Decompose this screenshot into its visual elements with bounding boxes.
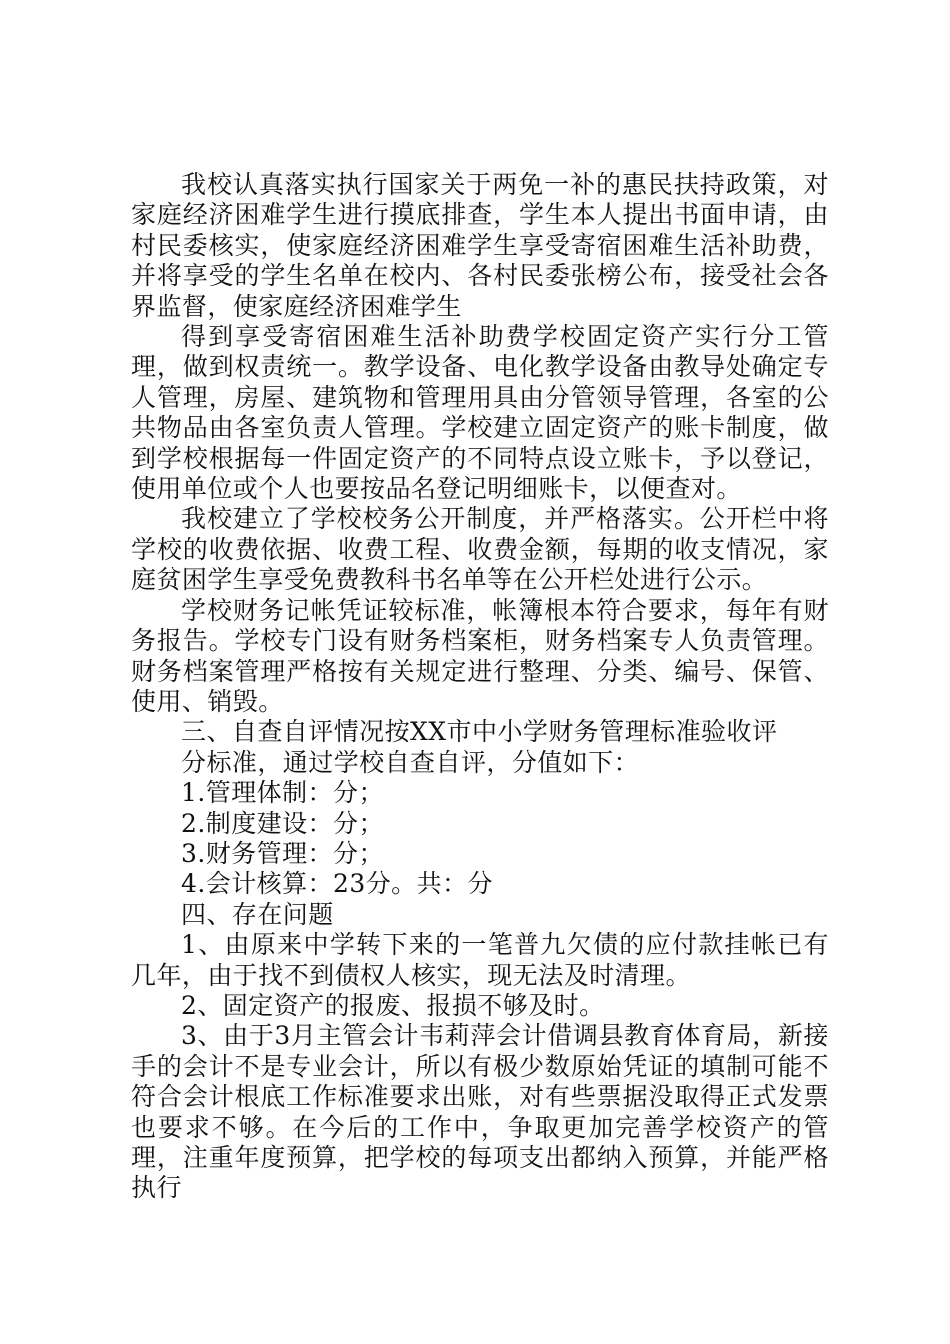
section-heading-problems: 四、存在问题 bbox=[181, 899, 334, 929]
paragraph-subsidy-policy: 我校认真落实执行国家关于两免一补的惠民扶持政策，对家庭经济困难学生进行摸底排查，学生本人提出书面申请，由村民委核实，使家庭经济困难学生享受寄宿困难生活补助费，并将享受的学生名单在校内、各村民委张榜公布，接受社会各界监督，使家庭经济困难学生 bbox=[131, 170, 829, 321]
paragraph-fixed-assets: 得到享受寄宿困难生活补助费学校固定资产实行分工管理，做到权责统一。教学设备、电化教学设备由教导处确定专人管理，房屋、建筑物和管理用具由分管领导管理，各室的公共物品由各室负责人管理。学校建立固定资产的账卡制度，做到学校根据每一件固定资产的不同特点设立账卡，予以登记，使用单位或个人也要按品名登记明细账卡，以便查对。 bbox=[131, 322, 829, 504]
score-item-accounting: 4.会计核算：23分。共：分 bbox=[181, 869, 493, 899]
score-item-management-system: 1.管理体制：分； bbox=[181, 778, 384, 808]
section-heading-self-evaluation: 三、自查自评情况按XX市中小学财务管理标准验收评 bbox=[181, 717, 778, 747]
document-body bbox=[131, 170, 829, 1204]
problem-item-accountant: 3、由于3月主管会计韦莉萍会计借调县教育体育局，新接手的会计不是专业会计，所以有极少数原始凭证的填制可能不符合会计根底工作标准要求出账，对有些票据没取得正式发票也要求不够。在今后的工作中，争取更加完善学校资产的管理，注重年度预算，把学校的每项支出都纳入预算，并能严格执行 bbox=[131, 1021, 829, 1203]
paragraph-public-affairs: 我校建立了学校校务公开制度，并严格落实。公开栏中将学校的收费依据、收费工程、收费金额，每期的收支情况，家庭贫困学生享受免费教科书名单等在公开栏处进行公示。 bbox=[131, 504, 829, 595]
paragraph-score-intro: 分标准，通过学校自查自评，分值如下： bbox=[181, 747, 640, 777]
paragraph-financial-records: 学校财务记帐凭证较标准，帐簿根本符合要求，每年有财务报告。学校专门设有财务档案柜，财务档案专人负责管理。财务档案管理严格按有关规定进行整理、分类、编号、保管、使用、销毁。 bbox=[131, 595, 829, 716]
problem-item-debt: 1、由原来中学转下来的一笔普九欠债的应付款挂帐已有几年，由于找不到债权人核实，现无法及时清理。 bbox=[131, 930, 829, 990]
score-item-system-construction: 2.制度建设：分； bbox=[181, 808, 384, 838]
problem-item-asset-disposal: 2、固定资产的报废、报损不够及时。 bbox=[181, 990, 605, 1020]
score-item-financial-management: 3.财务管理：分； bbox=[181, 838, 384, 868]
